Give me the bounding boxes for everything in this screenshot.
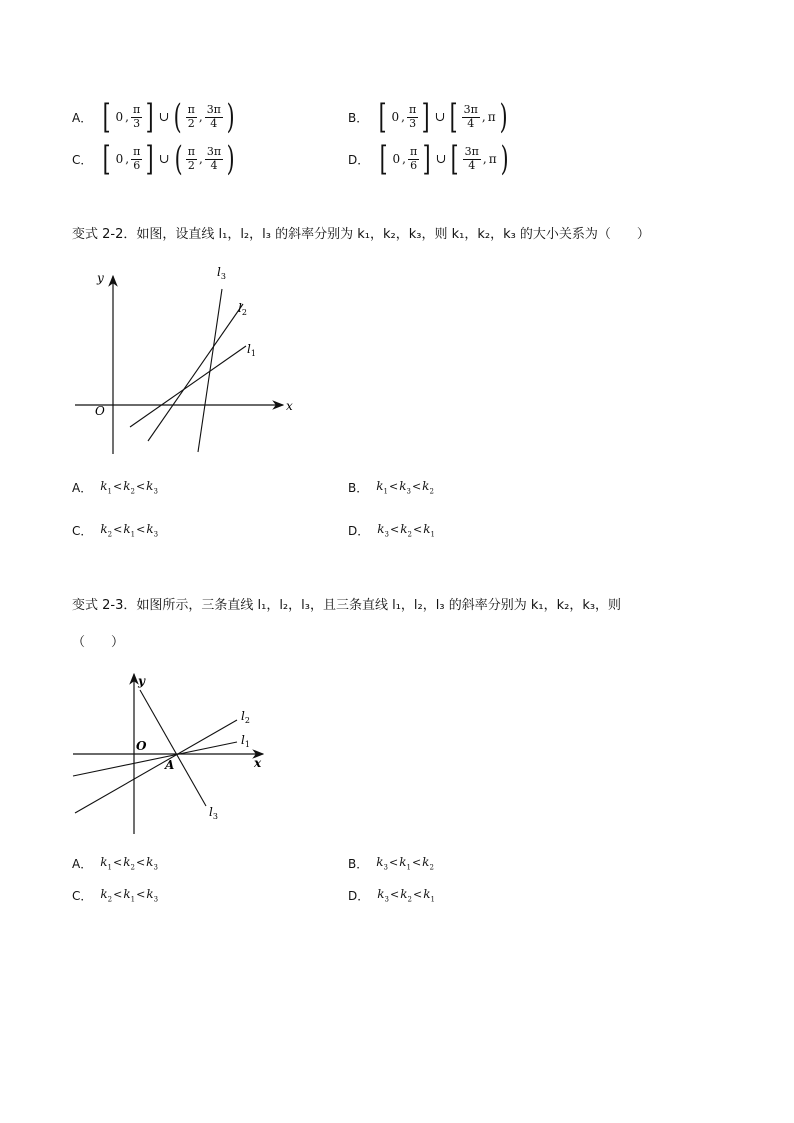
- option-b: B． [ 0 , $\frac{\pi}{3}$ ] ∪ [ $\frac{3\pi}{4}$ , π ): [348, 97, 508, 137]
- question-2-3-stem-bracket: （ ）: [72, 635, 125, 650]
- fraction: $\frac{3\pi}{4}$: [206, 145, 222, 172]
- inequality: $k_3<k_2<k_1$: [377, 886, 435, 904]
- point-a-label: A: [165, 758, 175, 772]
- label-l2: $l_2$: [241, 709, 250, 725]
- comma: ,: [125, 110, 129, 124]
- y-label: y: [138, 674, 145, 688]
- q22-option-a: A． $k_1<k_2<k_3$: [72, 478, 158, 496]
- label-l1: $l_1$: [241, 733, 250, 749]
- fraction: $\frac{\pi}{6}$: [133, 145, 141, 172]
- left-bracket: [: [102, 97, 111, 137]
- option-c: C． [ 0 , $\frac{\pi}{6}$ ] ∪ ( $\frac{\pi}{2}$ , $\frac{3\pi}{4}$ ): [72, 139, 235, 179]
- zero: 0: [115, 110, 124, 124]
- inequality: $k_3<k_2<k_1$: [377, 521, 435, 539]
- fraction: $\frac{3\pi}{4}$: [206, 103, 221, 130]
- fraction: $\frac{\pi}{2}$: [187, 103, 195, 130]
- option-a: A． [ 0 , $\frac{\pi}{3}$ ] ∪ ( $\frac{\pi}{2}$ , $\frac{3\pi}{4}$ ): [72, 97, 235, 137]
- line-l1: [73, 742, 237, 776]
- fraction: $\frac{3\pi}{4}$: [464, 145, 479, 172]
- inequality: $k_2<k_1<k_3$: [100, 521, 159, 539]
- q22-option-c: C． $k_2<k_1<k_3$: [72, 521, 159, 539]
- option-letter: C．: [72, 152, 93, 167]
- option-letter: D．: [348, 152, 370, 167]
- option-d: D． [ 0 , $\frac{\pi}{6}$ ] ∪ [ $\frac{3\pi}{4}$ , π ): [348, 139, 509, 179]
- union-symbol: ∪: [158, 109, 170, 125]
- inequality: $k_3<k_1<k_2$: [376, 854, 434, 872]
- label-l3: $l_3$: [217, 265, 226, 281]
- fraction: $\frac{\pi}{3}$: [408, 103, 417, 130]
- q23-option-a: A． $k_1<k_2<k_3$: [72, 854, 158, 872]
- union-symbol: ∪: [434, 109, 446, 125]
- q23-option-d: D． $k_3<k_2<k_1$: [348, 886, 435, 904]
- line-l3: [140, 690, 206, 806]
- label-l2: $l_2$: [238, 301, 247, 317]
- line-l2: [148, 304, 243, 441]
- origin-label: O: [136, 739, 147, 753]
- union-symbol: ∪: [158, 151, 170, 167]
- label-l1: $l_1$: [247, 342, 256, 358]
- fraction: $\frac{\pi}{6}$: [409, 145, 418, 172]
- label-l3: $l_3$: [209, 805, 218, 821]
- option-letter: A．: [72, 110, 93, 125]
- inequality: $k_1<k_3<k_2$: [376, 478, 434, 496]
- union-symbol: ∪: [435, 151, 447, 167]
- fraction: $\frac{3\pi}{4}$: [463, 103, 478, 130]
- line-l1: [130, 346, 246, 427]
- left-paren: (: [174, 97, 182, 137]
- question-2-3-stem: 变式 2-3．如图所示，三条直线 l₁，l₂，l₃，且三条直线 l₁，l₂，l₃ 的斜率分别为 k₁，k₂，k₃，则: [72, 598, 622, 613]
- fraction: $\frac{\pi}{3}$: [132, 103, 141, 130]
- line-l3: [198, 289, 222, 452]
- inequality: $k_2<k_1<k_3$: [100, 886, 159, 904]
- q22-option-d: D． $k_3<k_2<k_1$: [348, 521, 435, 539]
- origin-label: O: [95, 404, 105, 418]
- right-bracket: ]: [145, 97, 154, 137]
- y-label: y: [97, 271, 104, 285]
- line-l2: [75, 720, 237, 813]
- fraction: $\frac{\pi}{2}$: [187, 145, 196, 172]
- inequality: $k_1<k_2<k_3$: [100, 478, 158, 496]
- option-letter: B．: [348, 110, 369, 125]
- x-label: x: [286, 399, 293, 413]
- inequality: $k_1<k_2<k_3$: [100, 854, 158, 872]
- q23-option-b: B． $k_3<k_1<k_2$: [348, 854, 434, 872]
- right-paren: ): [226, 97, 235, 137]
- question-2-2-stem: 变式 2-2．如图，设直线 l₁，l₂，l₃ 的斜率分别为 k₁，k₂，k₃，则 k₁，k₂，k₃ 的大小关系为（ ）: [72, 227, 650, 242]
- q23-option-c: C． $k_2<k_1<k_3$: [72, 886, 159, 904]
- figure-2-3: [65, 668, 285, 846]
- q22-option-b: B． $k_1<k_3<k_2$: [348, 478, 434, 496]
- x-label: x: [254, 756, 262, 770]
- figure-2-2: [65, 262, 305, 462]
